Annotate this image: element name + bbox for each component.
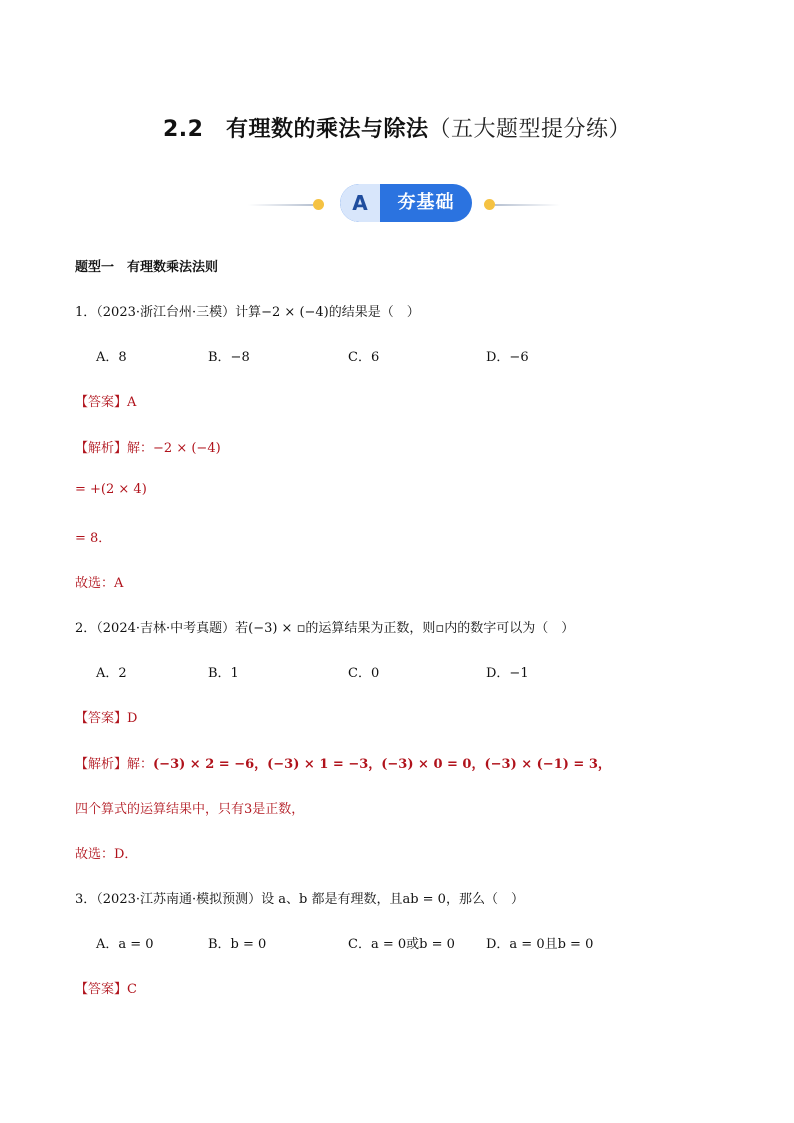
q1-option-b: B．−8 (208, 350, 250, 365)
section-heading: 题型一 有理数乘法法则 (75, 260, 219, 275)
q3-answer-tag: 【答案】 (75, 982, 128, 997)
q2-option-a: A．2 (96, 666, 127, 681)
q3-option-d: D．a = 0且b = 0 (486, 937, 594, 952)
q2-analysis-lead: 解： (127, 757, 154, 772)
q1-analysis-lead: 解： (127, 441, 154, 456)
banner-letter: A (340, 184, 380, 222)
q1-answer (75, 391, 136, 410)
q2-step2 (75, 798, 304, 817)
q2-option-c: C．0 (348, 666, 380, 681)
title-sub: （五大题型提分练） (428, 117, 631, 142)
q1-analysis (75, 437, 221, 456)
q2-answer-value: D (127, 711, 138, 726)
banner-label: 夯基础 (397, 192, 455, 213)
q2-step2-c: 是正数， (252, 802, 305, 817)
q2-stem: 2．（2024·吉林·中考真题）若(−3) × ▫的运算结果为正数，则▫内的数字可以为（ ） (75, 621, 575, 636)
q3-answer-value: C (127, 982, 137, 997)
q1-answer-value: A (127, 395, 137, 410)
banner-dot-left (313, 199, 324, 210)
q1-choose: 故选：A (75, 576, 124, 591)
q1-step2: = +(2 × 4) (75, 482, 147, 497)
q1-option-c: C．6 (348, 350, 380, 365)
q2-analysis-tag: 【解析】 (75, 757, 128, 772)
page-title (0, 112, 794, 143)
section-banner (0, 184, 794, 224)
q2-answer (75, 707, 137, 726)
q1-step1: −2 × (−4) (153, 441, 221, 456)
q3-option-b: B．b = 0 (208, 937, 267, 952)
q3-option-c: C．a = 0或b = 0 (348, 937, 455, 952)
q1-option-d: D．−6 (486, 350, 529, 365)
q2-step1: (−3) × 2 = −6，(−3) × 1 = −3，(−3) × 0 = 0，(−3) × (−1) = 3， (153, 757, 611, 772)
banner-badge (340, 184, 472, 222)
q2-choose: 故选：D． (75, 847, 138, 862)
q1-option-a: A．8 (96, 350, 127, 365)
q2-option-b: B．1 (208, 666, 239, 681)
q2-option-d: D．−1 (486, 666, 529, 681)
q3-stem: 3．（2023·江苏南通·模拟预测）设 a、b 都是有理数，且ab = 0，那么（ ） (75, 892, 524, 907)
q2-step2-b: 3 (244, 802, 253, 817)
q3-answer (75, 978, 137, 997)
title-main: 2.2 有理数的乘法与除法 (163, 117, 429, 142)
q1-analysis-tag: 【解析】 (75, 441, 128, 456)
banner-dot-right (484, 199, 495, 210)
q2-answer-tag: 【答案】 (75, 711, 128, 726)
banner-line-right (495, 204, 560, 206)
q2-step2-a: 四个算式的运算结果中，只有 (75, 802, 245, 817)
q2-analysis (75, 753, 611, 772)
banner-line-left (248, 204, 313, 206)
q1-answer-tag: 【答案】 (75, 395, 128, 410)
q1-stem: 1．（2023·浙江台州·三模）计算−2 × (−4)的结果是（ ） (75, 305, 420, 320)
q3-option-a: A．a = 0 (96, 937, 154, 952)
q1-step3: = 8． (75, 531, 112, 546)
